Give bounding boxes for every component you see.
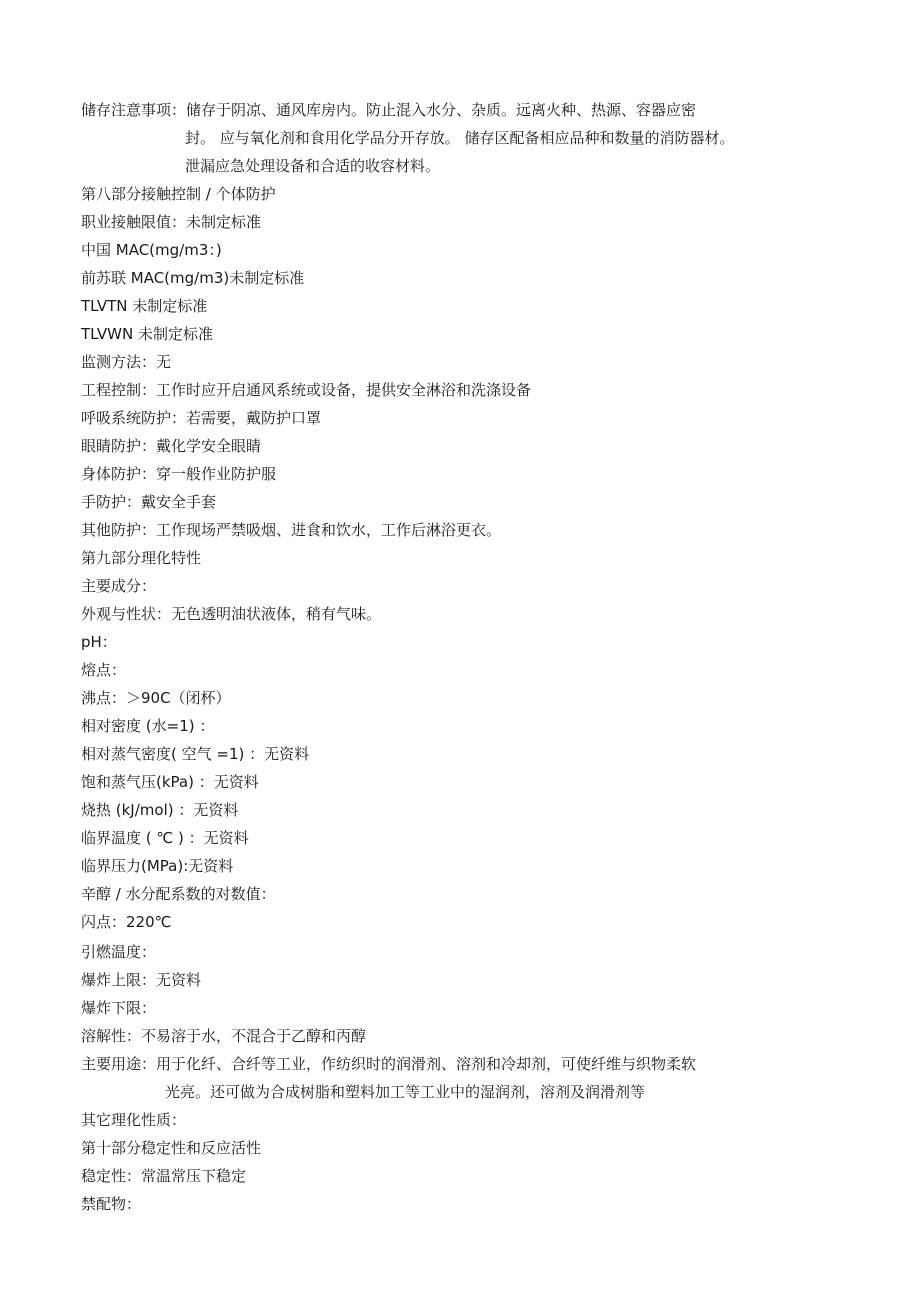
relative-density-line: 相对密度 (水=1) ：	[81, 717, 215, 735]
critical-temperature-line: 临界温度 ( ℃ ) ：无资料	[81, 829, 249, 847]
vapor-density-line: 相对蒸气密度( 空气 =1) ：无资料	[81, 745, 310, 763]
incompatible-materials-line: 禁配物：	[81, 1195, 142, 1213]
flash-point-line: 闪点：220℃	[81, 913, 172, 931]
stability-line: 稳定性：常温常压下稳定	[81, 1167, 247, 1185]
solubility-line: 溶解性：不易溶于水，不混合于乙醇和丙醇	[81, 1027, 367, 1045]
main-use-line-2: 光亮。还可做为合成树脂和塑料加工等工业中的湿润剂，溶剂及润滑剂等	[165, 1083, 646, 1101]
engineering-control-line: 工程控制：工作时应开启通风系统或设备，提供安全淋浴和洗涤设备	[81, 381, 532, 399]
ignition-temperature-line: 引燃温度：	[81, 943, 157, 961]
appearance-line: 外观与性状：无色透明油状液体，稍有气味。	[81, 605, 382, 623]
storage-notes-line-3: 泄漏应急处理设备和合适的收容材料。	[185, 157, 441, 175]
body-protection-line: 身体防护：穿一般作业防护服	[81, 465, 277, 483]
tlvtn-line: TLVTN 未制定标准	[81, 297, 208, 315]
section-9-heading: 第九部分理化特性	[81, 549, 202, 567]
upper-explosion-limit-line: 爆炸上限：无资料	[81, 971, 202, 989]
main-use-line-1: 主要用途：用于化纤、合纤等工业，作纺织时的润滑剂、溶剂和冷却剂，可使纤维与织物柔软	[81, 1055, 697, 1073]
ussr-mac-line: 前苏联 MAC(mg/m3)未制定标准	[81, 269, 305, 287]
china-mac-line: 中国 MAC(mg/m3：)	[81, 241, 222, 259]
section-8-heading: 第八部分接触控制 / 个体防护	[81, 185, 276, 203]
ph-line: pH：	[81, 633, 117, 651]
eye-protection-line: 眼睛防护：戴化学安全眼睛	[81, 437, 262, 455]
main-components-line: 主要成分：	[81, 577, 157, 595]
exposure-limit-line: 职业接触限值：未制定标准	[81, 213, 262, 231]
respiratory-protection-line: 呼吸系统防护：若需要，戴防护口罩	[81, 409, 322, 427]
other-properties-line: 其它理化性质：	[81, 1111, 187, 1129]
storage-notes-line-1: 储存注意事项：储存于阴凉、通风库房内。防止混入水分、杂质。远离火种、热源、容器应密	[81, 101, 697, 119]
combustion-heat-line: 烧热 (kJ/mol) ：无资料	[81, 801, 239, 819]
vapor-pressure-line: 饱和蒸气压(kPa) ：无资料	[81, 773, 259, 791]
critical-pressure-line: 临界压力(MPa):无资料	[81, 857, 234, 875]
tlvwn-line: TLVWN 未制定标准	[81, 325, 213, 343]
section-10-heading: 第十部分稳定性和反应活性	[81, 1139, 262, 1157]
boiling-point-line: 沸点：＞90C（闭杯）	[81, 689, 231, 707]
storage-notes-line-2: 封。 应与氧化剂和食用化学品分开存放。 储存区配备相应品种和数量的消防器材。	[185, 129, 735, 147]
other-protection-line: 其他防护：工作现场严禁吸烟、进食和饮水，工作后淋浴更衣。	[81, 521, 502, 539]
lower-explosion-limit-line: 爆炸下限：	[81, 999, 157, 1017]
partition-coefficient-line: 辛醇 / 水分配系数的对数值：	[81, 885, 276, 903]
melting-point-line: 熔点：	[81, 661, 127, 679]
hand-protection-line: 手防护：戴安全手套	[81, 493, 217, 511]
monitoring-method-line: 监测方法：无	[81, 353, 172, 371]
